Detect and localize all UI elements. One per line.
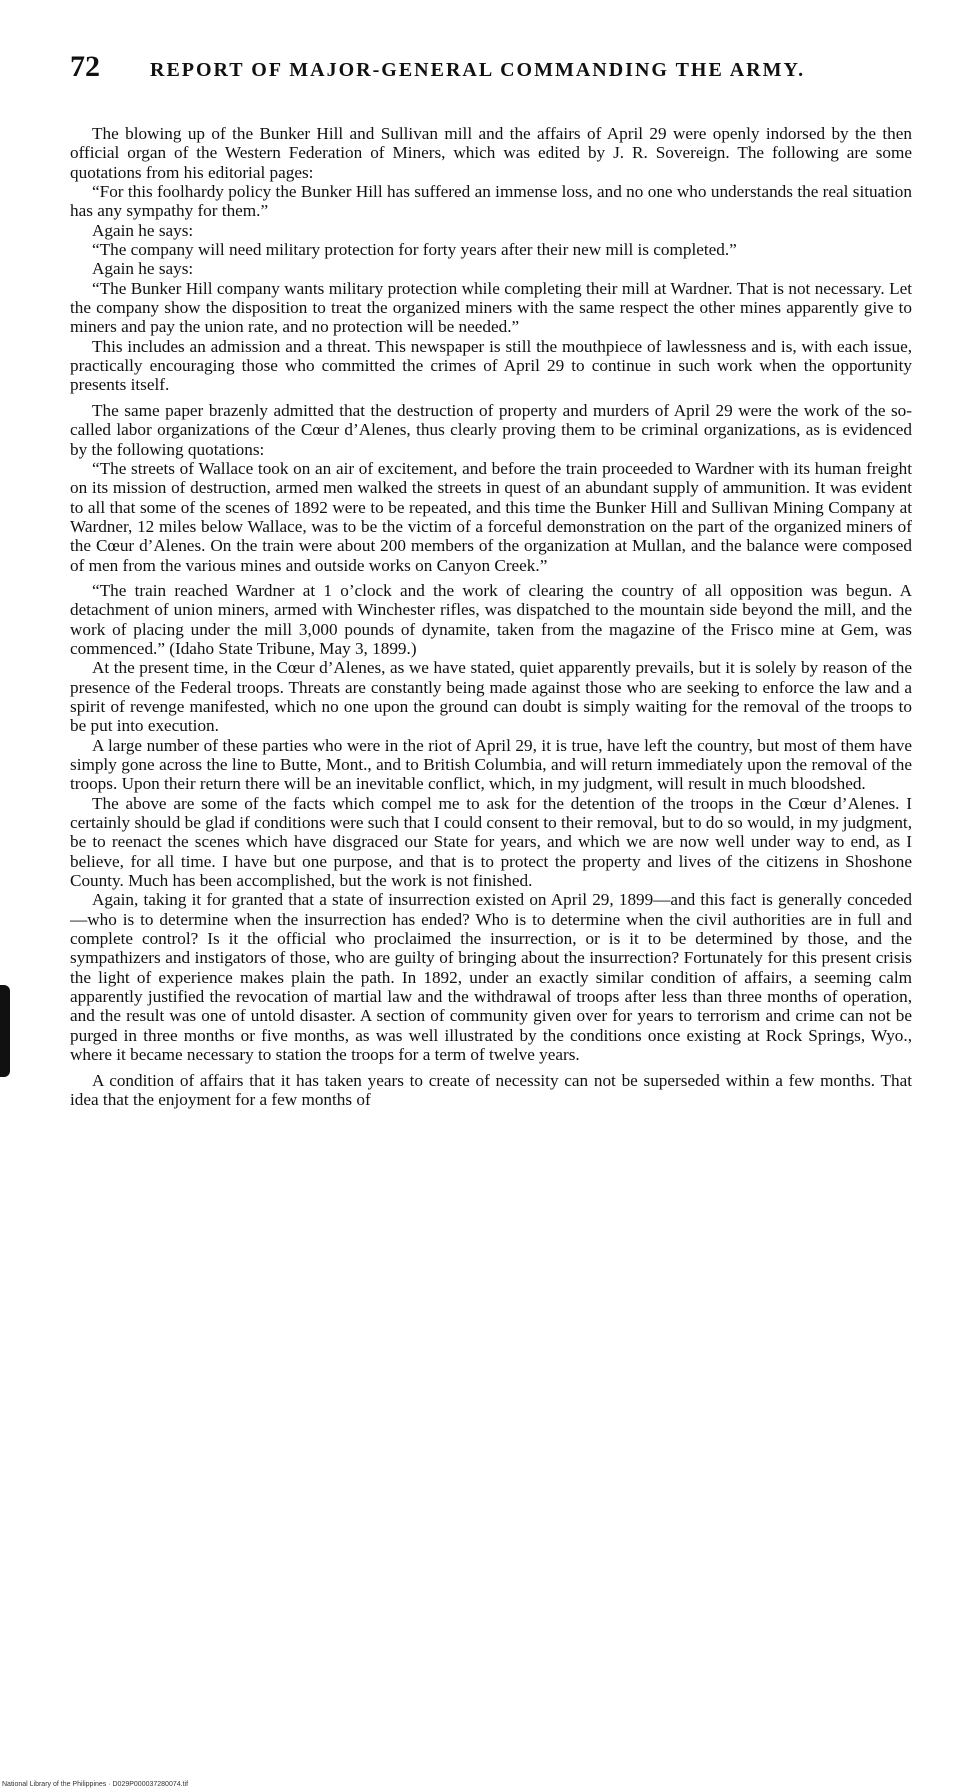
page-number: 72 bbox=[70, 50, 100, 83]
page-header bbox=[70, 50, 912, 104]
paragraph: A large number of these parties who were in the riot of April 29, it is true, have left the country, but most of them have simply gone across the line to Butte, Mont., and to British Columbia, and will return immediately upon the removal of the troops. Upon their return there will be an inevitable conflict, which, in my judgment, will result in much bloodshed. bbox=[70, 735, 912, 794]
scan-edge-mark bbox=[0, 985, 10, 1077]
paragraph: Again, taking it for granted that a state of insurrection existed on April 29, 1899—and this fact is generally conceded—who is to determine when the insurrection has ended? Who is to determine when the civil authorities are in full and complete control? Is it the official who proclaimed the insurrection, or is it to be determined by those, and the sympathizers and instigators of those, who are guilty of bringing about the insurrection? Fortunately for this present crisis the light of experience makes plain the path. In 1892, under an exactly similar condition of affairs, a seeming calm apparently justified the revocation of martial law and the withdrawal of troops after less than three months of operation, and the result was one of untold disaster. A section of community given over for years to terrorism and crime can not be purged in three months or five months, as was well illustrated by the conditions once existing at Rock Springs, Wyo., where it became necessary to station the troops for a term of twelve years. bbox=[70, 890, 912, 1065]
running-title: REPORT OF MAJOR-GENERAL COMMANDING THE ARMY. bbox=[150, 59, 806, 81]
paragraph: “For this foolhardy policy the Bunker Hill has suffered an immense loss, and no one who understands the real situation has any sympathy for them.” bbox=[70, 182, 912, 221]
body-text bbox=[70, 124, 912, 1109]
paragraph: A condition of affairs that it has taken years to create of necessity can not be superseded within a few months. That idea that the enjoyment for a few months of bbox=[70, 1070, 912, 1109]
paragraph: Again he says: bbox=[92, 220, 194, 240]
paragraph: “The streets of Wallace took on an air of excitement, and before the train proceeded to Wardner with its human freight on its mission of destruction, armed men walked the streets in quest of an abundant supply of ammunition. It was evident to all that some of the scenes of 1892 were to be repeated, and this time the Bunker Hill and Sullivan Mining Company at Wardner, 12 miles below Wallace, was to be the victim of a forceful demonstration on the part of the organized miners of the Cœur d’Alenes. On the train were about 200 members of the organization at Mullan, and the balance were composed of men from the various mines and outside works on Canyon Creek.” bbox=[70, 458, 912, 575]
scan-footer-note: National Library of the Philippines · D029P000037280074.tif bbox=[2, 1781, 189, 1788]
paragraph: The blowing up of the Bunker Hill and Sullivan mill and the affairs of April 29 were openly indorsed by the then official organ of the Western Federation of Miners, which was edited by J. R. Sovereign. The following are some quotations from his editorial pages: bbox=[70, 124, 912, 182]
paragraph: The above are some of the facts which compel me to ask for the detention of the troops in the Cœur d’Alenes. I certainly should be glad if conditions were such that I could consent to their removal, but to do so would, in my judgment, be to reenact the scenes which have disgraced our State for years, and which we are now well under way to end, as I believe, for all time. I have but one purpose, and that is to protect the property and lives of the citizens in Shoshone County. Much has been accomplished, but the work is not finished. bbox=[70, 793, 912, 891]
paragraph: This includes an admission and a threat. This newspaper is still the mouthpiece of lawlessness and is, with each issue, practically encouraging those who committed the crimes of April 29 to continue in such work when the opportunity presents itself. bbox=[70, 336, 912, 395]
paragraph: Again he says: bbox=[92, 259, 194, 279]
paragraph: At the present time, in the Cœur d’Alenes, as we have stated, quiet apparently prevails, but it is solely by reason of the presence of the Federal troops. Threats are constantly being made against those who are seeking to enforce the law and a spirit of revenge manifested, which no one upon the ground can doubt is simply waiting for the removal of the troops to be put into execution. bbox=[70, 658, 912, 736]
paragraph: “The train reached Wardner at 1 o’clock and the work of clearing the country of all opposition was begun. A detachment of union miners, armed with Winchester rifles, was dispatched to the mountain side beyond the mill, and the work of placing under the mill 3,000 pounds of dynamite, taken from the magazine of the Frisco mine at Gem, was commenced.” (Idaho State Tribune, May 3, 1899.) bbox=[70, 580, 912, 658]
paragraph: “The company will need military protection for forty years after their new mill is completed.” bbox=[92, 240, 737, 260]
paragraph: “The Bunker Hill company wants military protection while completing their mill at Wardner. That is not necessary. Let the company show the disposition to treat the organized miners with the same respect the other mines apparently give to miners and pay the union rate, and no protection will be needed.” bbox=[70, 278, 912, 337]
paragraph: The same paper brazenly admitted that the destruction of property and murders of April 29 were the work of the so-called labor organizations of the Cœur d’Alenes, thus clearly proving them to be criminal organizations, as is evidenced by the following quotations: bbox=[70, 400, 912, 459]
document-page bbox=[70, 50, 912, 1720]
